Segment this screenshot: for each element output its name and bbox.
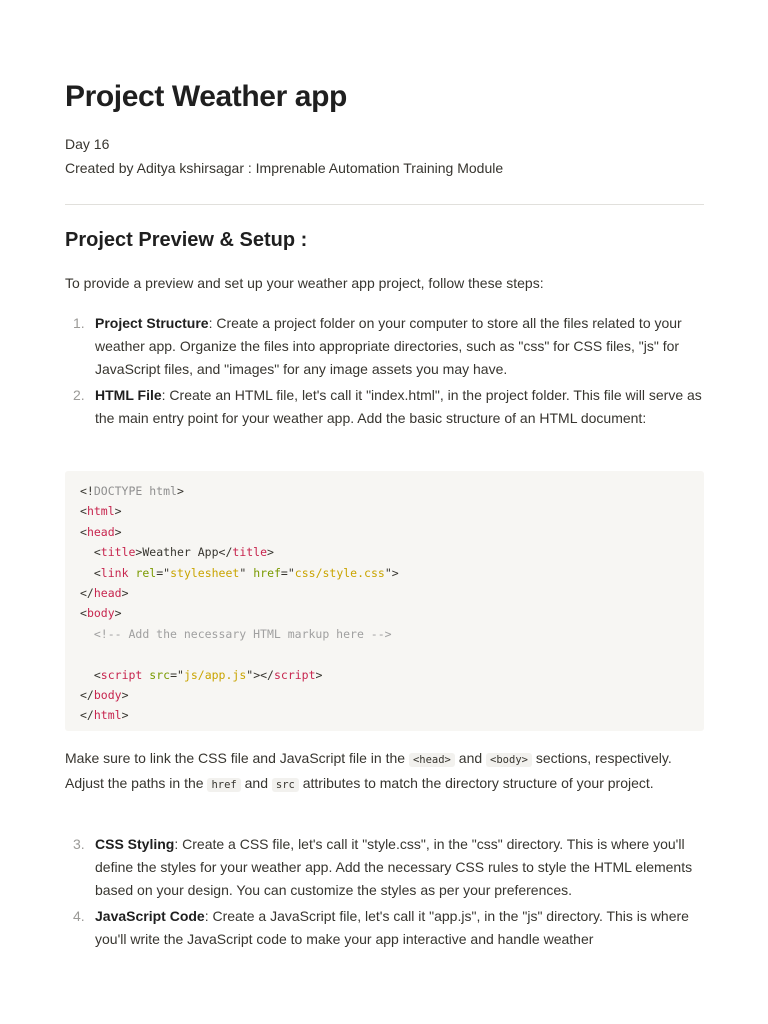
step-bold-label: CSS Styling <box>95 836 175 852</box>
list-item <box>65 905 704 951</box>
page-title: Project Weather app <box>65 80 347 113</box>
code-line: <!DOCTYPE html> <box>80 484 184 498</box>
inline-code-head: <head> <box>409 753 455 767</box>
divider <box>65 204 704 205</box>
code-line: <link rel="stylesheet" href="css/style.css"> <box>93 565 399 580</box>
inline-code-src: src <box>272 778 299 792</box>
list-item <box>65 384 704 430</box>
code-line: <head> <box>80 524 122 539</box>
step-bold-label: HTML File <box>95 387 162 403</box>
inline-code-body: <body> <box>486 753 532 767</box>
step-text: : Create a project folder on your computer to store all the files related to your weather app. Organize the files into appropriate directories, such as "css" for CSS files, "js" for JavaScript files, and "images" for any image assets you may have. <box>95 315 682 377</box>
author-line: Created by Aditya kshirsagar : Imprenable Automation Training Module <box>65 160 504 176</box>
list-item <box>65 833 704 902</box>
step-bold-label: Project Structure <box>95 315 209 331</box>
list-number: 2. <box>73 387 85 403</box>
code-line: </body> <box>80 688 129 703</box>
day-label: Day 16 <box>65 136 110 152</box>
list-number: 4. <box>73 908 85 924</box>
code-line: </html> <box>80 708 129 723</box>
code-line: <title>Weather App</title> <box>93 545 274 560</box>
step-text: : Create an HTML file, let's call it "index.html", in the project folder. This file will serve as the main entry point for your weather app. Add the basic structure of an HTML document: <box>95 387 702 426</box>
steps-list-1 <box>65 312 704 433</box>
code-block <box>65 471 704 731</box>
steps-list-2 <box>65 833 704 954</box>
code-line: <html> <box>80 504 122 519</box>
code-content <box>80 481 399 726</box>
list-item <box>65 312 704 381</box>
after-code-paragraph: Make sure to link the CSS file and JavaScript file in the <head> and <body> sections, respectively. Adjust the paths in the href and src attributes to match the directory structure of your project. <box>65 750 672 791</box>
step-text: : Create a JavaScript file, let's call it "app.js", in the "js" directory. This is where you'll write the JavaScript code to make your app interactive and handle weather <box>95 908 689 947</box>
code-line: <body> <box>80 606 122 621</box>
step-bold-label: JavaScript Code <box>95 908 205 924</box>
code-line: <script src="js/app.js"></script> <box>93 667 323 682</box>
code-line: <!-- Add the necessary HTML markup here --> <box>93 626 392 641</box>
section-heading: Project Preview & Setup : <box>65 229 308 251</box>
code-line <box>80 644 399 664</box>
step-text: : Create a CSS file, let's call it "style.css", in the "css" directory. This is where you'll define the styles for your weather app. Add the necessary CSS rules to style the HTML elements based on your design. You can customize the styles as per your preferences. <box>95 836 693 898</box>
intro-paragraph: To provide a preview and set up your weather app project, follow these steps: <box>65 275 544 291</box>
list-number: 3. <box>73 836 85 852</box>
inline-code-href: href <box>207 778 240 792</box>
code-line: </head> <box>80 586 129 601</box>
list-number: 1. <box>73 315 85 331</box>
